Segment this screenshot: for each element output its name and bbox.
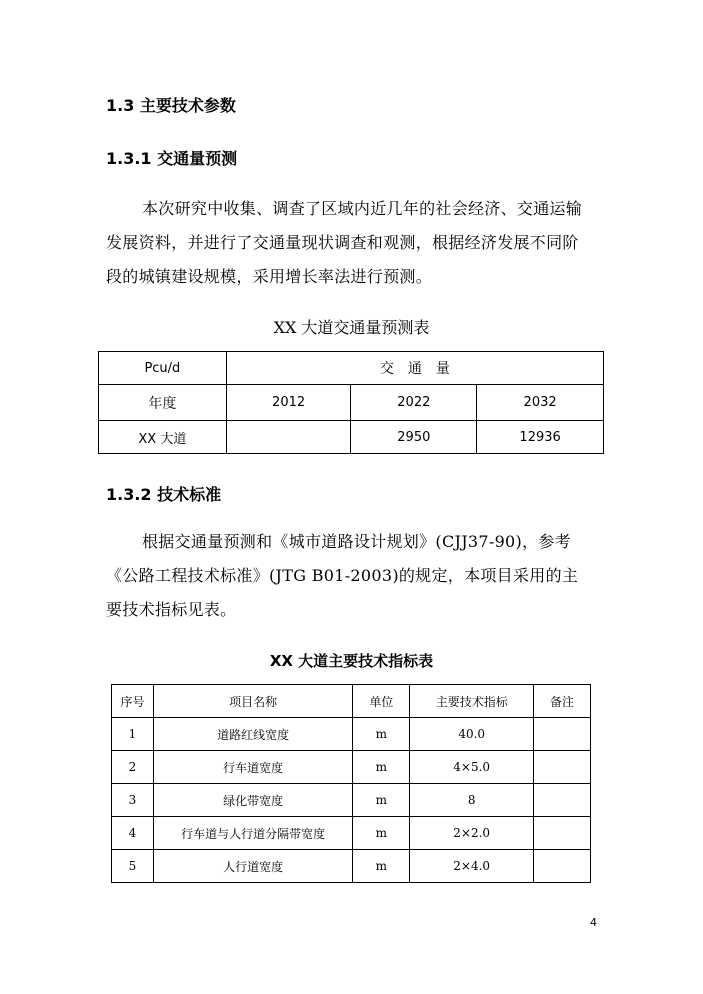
table-cell: 人行道宽度 — [153, 850, 353, 883]
table-cell: 4×5.0 — [410, 751, 534, 784]
table-row — [99, 421, 604, 454]
table-row — [112, 850, 591, 883]
table-cell — [534, 817, 591, 850]
table-row — [112, 751, 591, 784]
table-cell: 行车道宽度 — [153, 751, 353, 784]
table-cell: m — [353, 718, 410, 751]
table-cell: 道路红线宽度 — [153, 718, 353, 751]
volume-cell: 12936 — [477, 421, 604, 454]
table-cell: 8 — [410, 784, 534, 817]
table-cell: m — [353, 751, 410, 784]
unit-label-cell: Pcu/d — [99, 352, 227, 385]
traffic-table-caption: XX 大道交通量预测表 — [273, 318, 430, 337]
table-row — [99, 385, 604, 421]
table-cell: 4 — [112, 817, 154, 850]
header-cell: 主要技术指标 — [410, 685, 534, 718]
paragraph-technical-standards: 根据交通量预测和《城市道路设计规划》(CJJ37-90)，参考《公路工程技术标准》(JTG B01-2003)的规定，本项目采用的主要技术指标见表。 — [106, 532, 579, 619]
year-cell: 2032 — [477, 385, 604, 421]
table-row — [99, 352, 604, 385]
subsection-heading-standards: 1.3.2 技术标准 — [106, 485, 222, 504]
table-cell — [534, 850, 591, 883]
table-cell: 40.0 — [410, 718, 534, 751]
volume-cell — [226, 421, 351, 454]
table-cell: 绿化带宽度 — [153, 784, 353, 817]
table-cell: m — [353, 784, 410, 817]
year-cell: 2012 — [226, 385, 351, 421]
table-row — [112, 817, 591, 850]
volume-cell: 2950 — [351, 421, 477, 454]
table-cell: 2×2.0 — [410, 817, 534, 850]
table-cell: 1 — [112, 718, 154, 751]
table-cell: m — [353, 850, 410, 883]
table-row — [112, 784, 591, 817]
subsection-heading-traffic: 1.3.1 交通量预测 — [106, 149, 238, 168]
technical-table-caption: XX 大道主要技术指标表 — [269, 652, 434, 670]
header-cell: 项目名称 — [153, 685, 353, 718]
table-cell: 3 — [112, 784, 154, 817]
paragraph-traffic-forecast: 本次研究中收集、调查了区域内近几年的社会经济、交通运输发展资料，并进行了交通量现状调查和观测，根据经济发展不同阶段的城镇建设规模，采用增长率法进行预测。 — [106, 199, 583, 286]
table-cell: m — [353, 817, 410, 850]
table-cell — [534, 784, 591, 817]
section-heading: 1.3 主要技术参数 — [106, 96, 236, 115]
table-cell: 5 — [112, 850, 154, 883]
year-label-cell: 年度 — [99, 385, 227, 421]
header-cell: 备注 — [534, 685, 591, 718]
page-number: 4 — [590, 916, 597, 929]
year-cell: 2022 — [351, 385, 477, 421]
table-header-row — [112, 685, 591, 718]
table-cell — [534, 718, 591, 751]
road-name-cell: XX 大道 — [99, 421, 227, 454]
table-cell — [534, 751, 591, 784]
traffic-forecast-table — [98, 351, 604, 454]
traffic-volume-header: 交 通 量 — [226, 352, 603, 385]
table-cell: 2×4.0 — [410, 850, 534, 883]
table-row — [112, 718, 591, 751]
header-cell: 序号 — [112, 685, 154, 718]
technical-indicators-table — [111, 684, 591, 883]
header-cell: 单位 — [353, 685, 410, 718]
table-cell: 行车道与人行道分隔带宽度 — [153, 817, 353, 850]
table-cell: 2 — [112, 751, 154, 784]
